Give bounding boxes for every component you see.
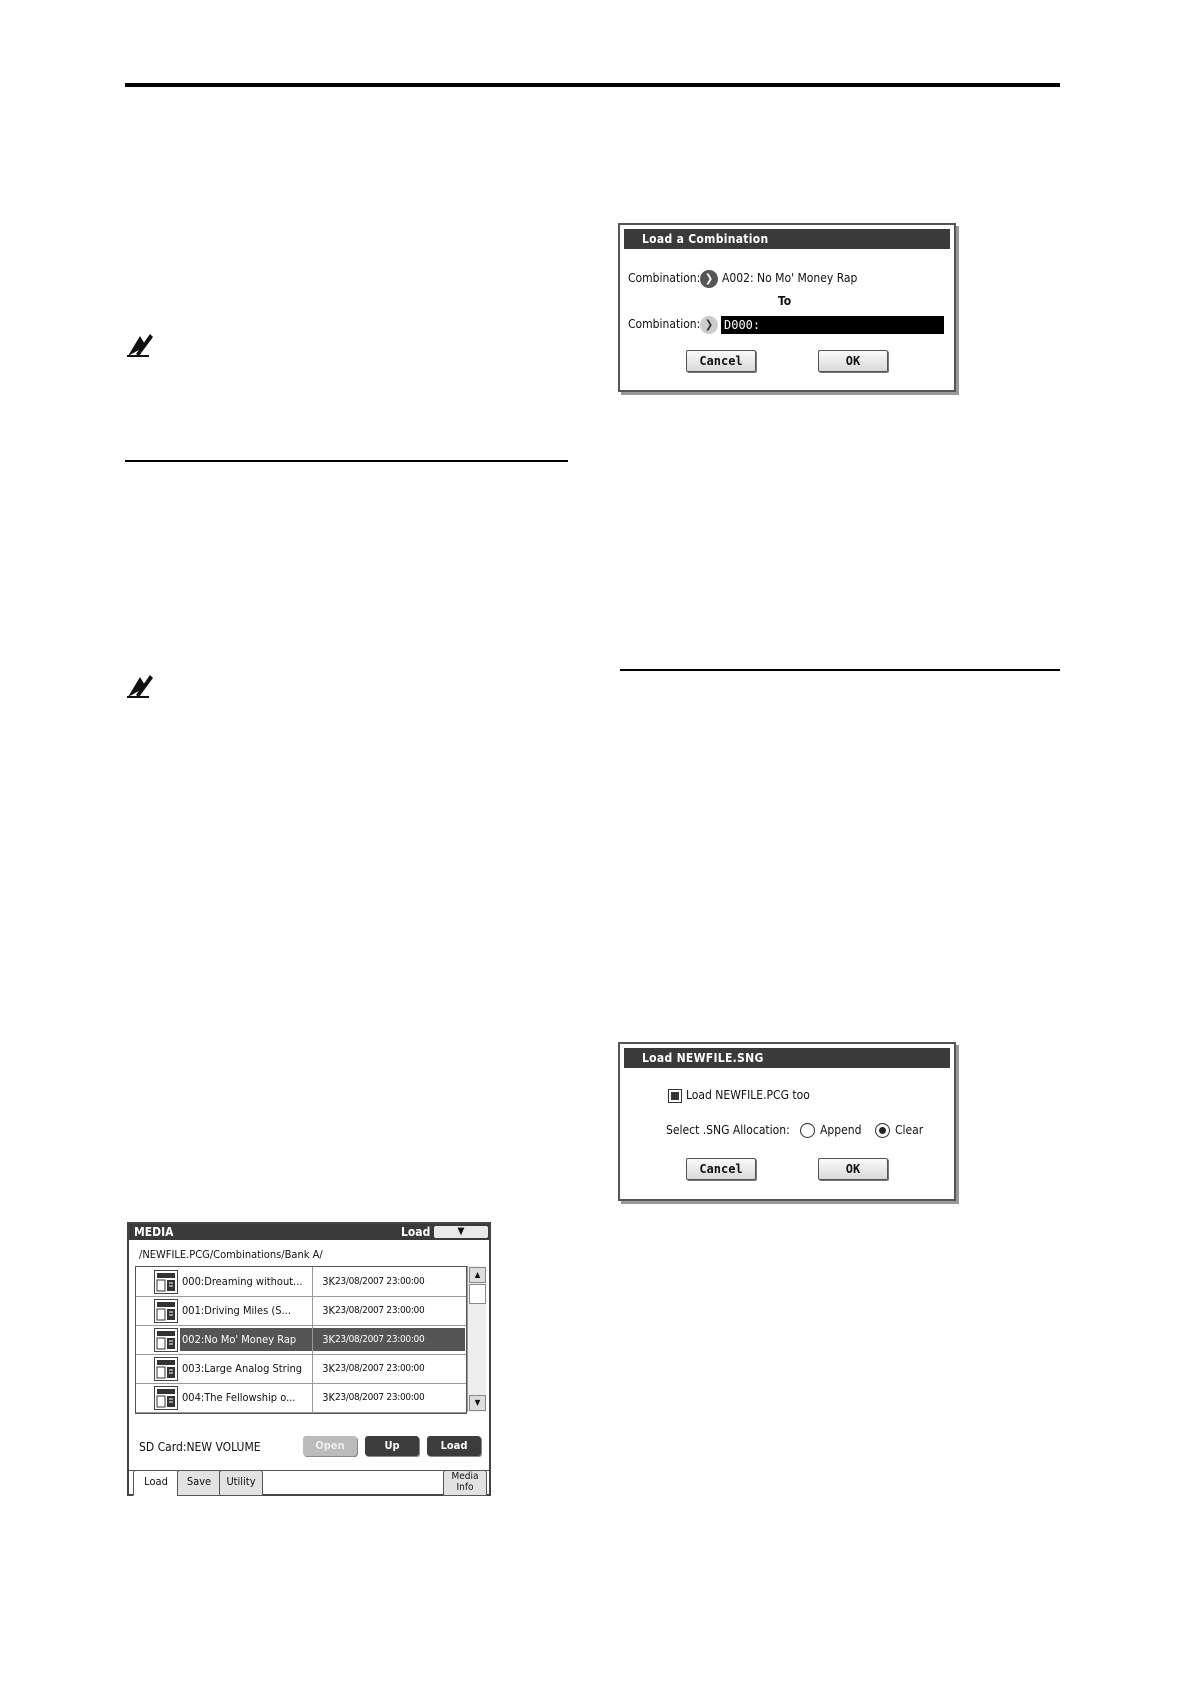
media-load-screen bbox=[127, 1222, 491, 1496]
source-combination-label: Combination: bbox=[628, 271, 701, 285]
source-combination-value[interactable]: A002: No Mo' Money Rap bbox=[722, 271, 858, 285]
checkbox-mark-icon bbox=[671, 1092, 679, 1100]
cancel-button[interactable]: Cancel bbox=[686, 1158, 756, 1180]
volume-label: SD Card:NEW VOLUME bbox=[139, 1440, 261, 1454]
tab-utility[interactable]: Utility bbox=[219, 1470, 263, 1496]
combination-file-icon bbox=[154, 1328, 178, 1352]
section-rule-right bbox=[620, 669, 1060, 671]
to-label: To bbox=[778, 294, 792, 308]
tab-save[interactable]: Save bbox=[177, 1470, 221, 1496]
source-select-arrow-icon[interactable]: ❯ bbox=[700, 270, 718, 288]
load-pcg-label: Load NEWFILE.PCG too bbox=[686, 1088, 810, 1102]
file-date: 23/08/2007 23:00:00 bbox=[335, 1305, 425, 1316]
file-row[interactable] bbox=[136, 1383, 466, 1413]
tab-media-info[interactable]: Media Info bbox=[443, 1470, 487, 1496]
combination-file-icon bbox=[154, 1299, 178, 1323]
media-header bbox=[129, 1224, 489, 1240]
dialog-title: Load a Combination bbox=[624, 229, 950, 249]
file-date: 23/08/2007 23:00:00 bbox=[335, 1328, 465, 1351]
file-list bbox=[135, 1266, 467, 1414]
column-divider bbox=[312, 1267, 313, 1413]
file-date: 23/08/2007 23:00:00 bbox=[335, 1392, 425, 1403]
combination-file-icon bbox=[154, 1357, 178, 1381]
file-name: 004:The Fellowship o... bbox=[182, 1391, 296, 1404]
caution-icon bbox=[126, 673, 154, 699]
scroll-thumb[interactable] bbox=[469, 1284, 486, 1304]
cancel-button[interactable]: Cancel bbox=[686, 350, 756, 372]
load-combination-dialog bbox=[618, 223, 956, 392]
file-date: 23/08/2007 23:00:00 bbox=[335, 1276, 425, 1287]
open-button[interactable]: Open bbox=[303, 1436, 357, 1456]
file-row[interactable] bbox=[136, 1354, 466, 1384]
page-label: Load bbox=[401, 1225, 431, 1239]
file-size: 3K bbox=[322, 1304, 335, 1317]
scroll-down-icon[interactable]: ▼ bbox=[469, 1395, 486, 1411]
file-date: 23/08/2007 23:00:00 bbox=[335, 1363, 425, 1374]
file-name: 002:No Mo' Money Rap bbox=[180, 1328, 313, 1351]
combination-file-icon bbox=[154, 1270, 178, 1294]
load-pcg-checkbox[interactable] bbox=[668, 1089, 682, 1103]
page-menu-button[interactable] bbox=[434, 1226, 488, 1238]
dest-combination-label: Combination: bbox=[628, 317, 701, 331]
file-name: 000:Dreaming without... bbox=[182, 1275, 303, 1288]
file-size: 3K bbox=[322, 1275, 335, 1288]
combination-file-icon bbox=[154, 1386, 178, 1410]
dest-combination-field[interactable]: D000: bbox=[721, 316, 944, 334]
file-row[interactable] bbox=[136, 1325, 466, 1355]
file-name: 001:Driving Miles (S... bbox=[182, 1304, 291, 1317]
clear-label: Clear bbox=[895, 1123, 924, 1137]
file-size: 3K bbox=[313, 1328, 335, 1351]
scrollbar[interactable] bbox=[467, 1266, 486, 1412]
caution-icon bbox=[126, 332, 154, 358]
dialog-title: Load NEWFILE.SNG bbox=[624, 1048, 950, 1068]
load-button[interactable]: Load bbox=[427, 1436, 481, 1456]
file-size: 3K bbox=[322, 1362, 335, 1375]
scroll-up-icon[interactable]: ▲ bbox=[469, 1267, 486, 1283]
load-song-dialog bbox=[618, 1042, 956, 1201]
file-row[interactable] bbox=[136, 1267, 466, 1297]
tab-load[interactable]: Load bbox=[133, 1470, 179, 1496]
up-button[interactable]: Up bbox=[365, 1436, 419, 1456]
radio-selected-icon bbox=[879, 1127, 886, 1134]
ok-button[interactable]: OK bbox=[818, 350, 888, 372]
allocation-label: Select .SNG Allocation: bbox=[666, 1123, 790, 1137]
file-name: 003:Large Analog String bbox=[182, 1362, 303, 1375]
clear-radio[interactable] bbox=[875, 1123, 890, 1138]
ok-button[interactable]: OK bbox=[818, 1158, 888, 1180]
section-rule-left bbox=[125, 460, 568, 462]
top-rule bbox=[125, 83, 1060, 87]
media-title: MEDIA bbox=[134, 1225, 174, 1239]
dest-select-arrow-icon[interactable]: ❯ bbox=[700, 316, 718, 334]
file-row[interactable] bbox=[136, 1296, 466, 1326]
chevron-down-icon: ▼ bbox=[457, 1226, 465, 1237]
current-path: /NEWFILE.PCG/Combinations/Bank A/ bbox=[139, 1248, 323, 1261]
file-size: 3K bbox=[322, 1391, 335, 1404]
append-radio[interactable] bbox=[800, 1123, 815, 1138]
append-label: Append bbox=[820, 1123, 862, 1137]
